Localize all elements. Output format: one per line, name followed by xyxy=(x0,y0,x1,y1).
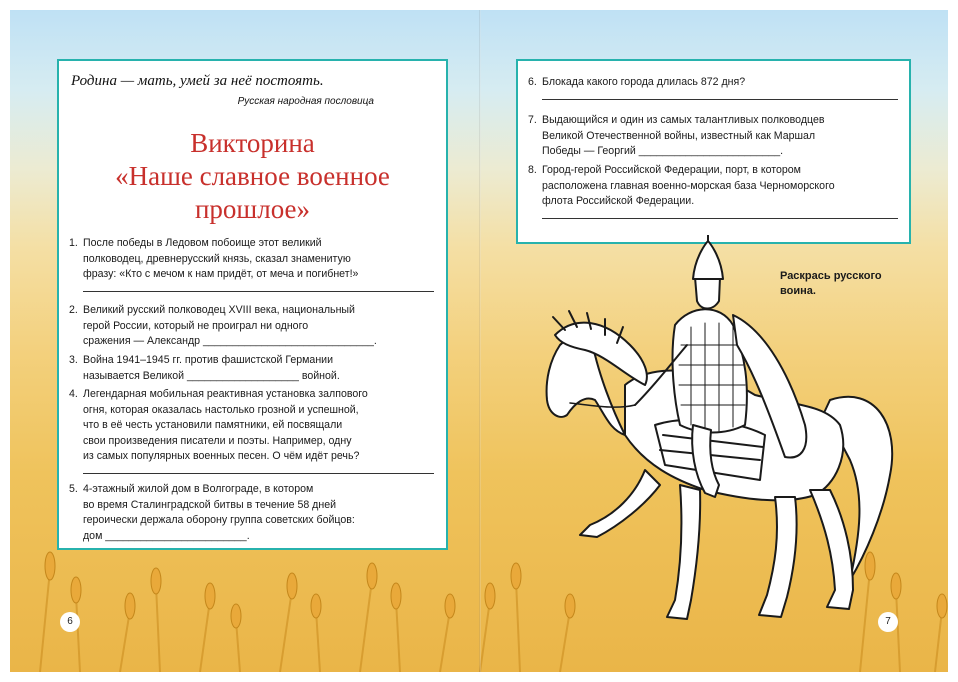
question-number: 8. xyxy=(528,164,537,176)
question-text-line: фразу: «Кто с мечом к нам придёт, от меча и погибнет!» xyxy=(83,268,359,281)
question-text-line: из самых популярных военных песен. О чём идёт речь? xyxy=(83,450,360,463)
question-text-line: Легендарная мобильная реактивная установка залпового xyxy=(83,388,368,400)
question-text-line: Город-герой Российской Федерации, порт, в котором xyxy=(542,164,801,176)
question-text-line[interactable]: называется Великой ___________________ войной. xyxy=(83,369,340,382)
quiz-title-line-2: «Наше славное военное xyxy=(115,161,390,191)
question-text-line: расположена главная военно-морская база Черноморского xyxy=(542,179,835,192)
question-text-line: полководец, древнерусский князь, сказал знаменитую xyxy=(83,252,351,265)
quiz-title xyxy=(59,127,446,226)
question-text-line[interactable]: Победы — Георгий ________________________. xyxy=(542,145,784,158)
question-text-line: Великий русский полководец XVIII века, национальный xyxy=(83,304,355,316)
question-number: 3. xyxy=(69,354,78,366)
question-text-line: флота Российской Федерации. xyxy=(542,195,695,208)
question-text-line: Блокада какого города длилась 872 дня? xyxy=(542,76,746,88)
question-number: 1. xyxy=(69,237,78,249)
caption-line-1: Раскрась русского xyxy=(780,270,882,282)
caption-line-2: воина. xyxy=(780,285,816,297)
question-number: 6. xyxy=(528,76,537,88)
epigraph: Родина — мать, умей за неё постоять. xyxy=(71,73,324,89)
answer-line[interactable] xyxy=(542,210,898,219)
question-number: 2. xyxy=(69,304,78,316)
quiz-card-right xyxy=(516,59,911,244)
question-text-line: огня, которая оказалась настолько грозной и успешной, xyxy=(83,403,359,416)
question-text-line: 4-этажный жилой дом в Волгограде, в котором xyxy=(83,483,314,495)
answer-line[interactable] xyxy=(83,283,434,292)
answer-line[interactable] xyxy=(542,91,898,100)
page-number-left: 6 xyxy=(60,612,80,632)
question-text-line: Война 1941–1945 гг. против фашистской Германии xyxy=(83,354,334,366)
question-text-line: Великой Отечественной войны, известный как Маршал xyxy=(542,129,816,142)
knight-on-horse-illustration[interactable] xyxy=(505,235,915,645)
question-text-line[interactable]: дом ________________________. xyxy=(83,529,250,542)
question-text-line[interactable]: сражения — Александр _____________________________. xyxy=(83,335,377,348)
question-number: 5. xyxy=(69,483,78,495)
quiz-title-line-1: Викторина xyxy=(190,128,315,158)
page-fold xyxy=(479,10,481,672)
question-text-line: героически держала оборону группа советских бойцов: xyxy=(83,514,355,527)
question-number: 7. xyxy=(528,114,537,126)
answer-line[interactable] xyxy=(83,465,434,474)
question-text-line: что в её честь установили памятники, ей посвящали xyxy=(83,419,343,432)
page-number-right: 7 xyxy=(878,612,898,632)
question-number: 4. xyxy=(69,388,78,400)
epigraph-attribution: Русская народная пословица xyxy=(237,96,374,107)
quiz-title-line-3: прошлое» xyxy=(194,194,311,224)
question-text-line: герой России, который не проиграл ни одного xyxy=(83,319,309,332)
book-spread xyxy=(10,10,948,672)
quiz-card-left xyxy=(57,59,448,550)
question-text-line: во время Сталинградской битвы в течение 58 дней xyxy=(83,498,337,511)
question-text-line: свои произведения писатели и поэты. Например, одну xyxy=(83,434,352,447)
question-text-line: После победы в Ледовом побоище этот великий xyxy=(83,237,322,249)
question-text-line: Выдающийся и один из самых талантливых полководцев xyxy=(542,114,825,126)
